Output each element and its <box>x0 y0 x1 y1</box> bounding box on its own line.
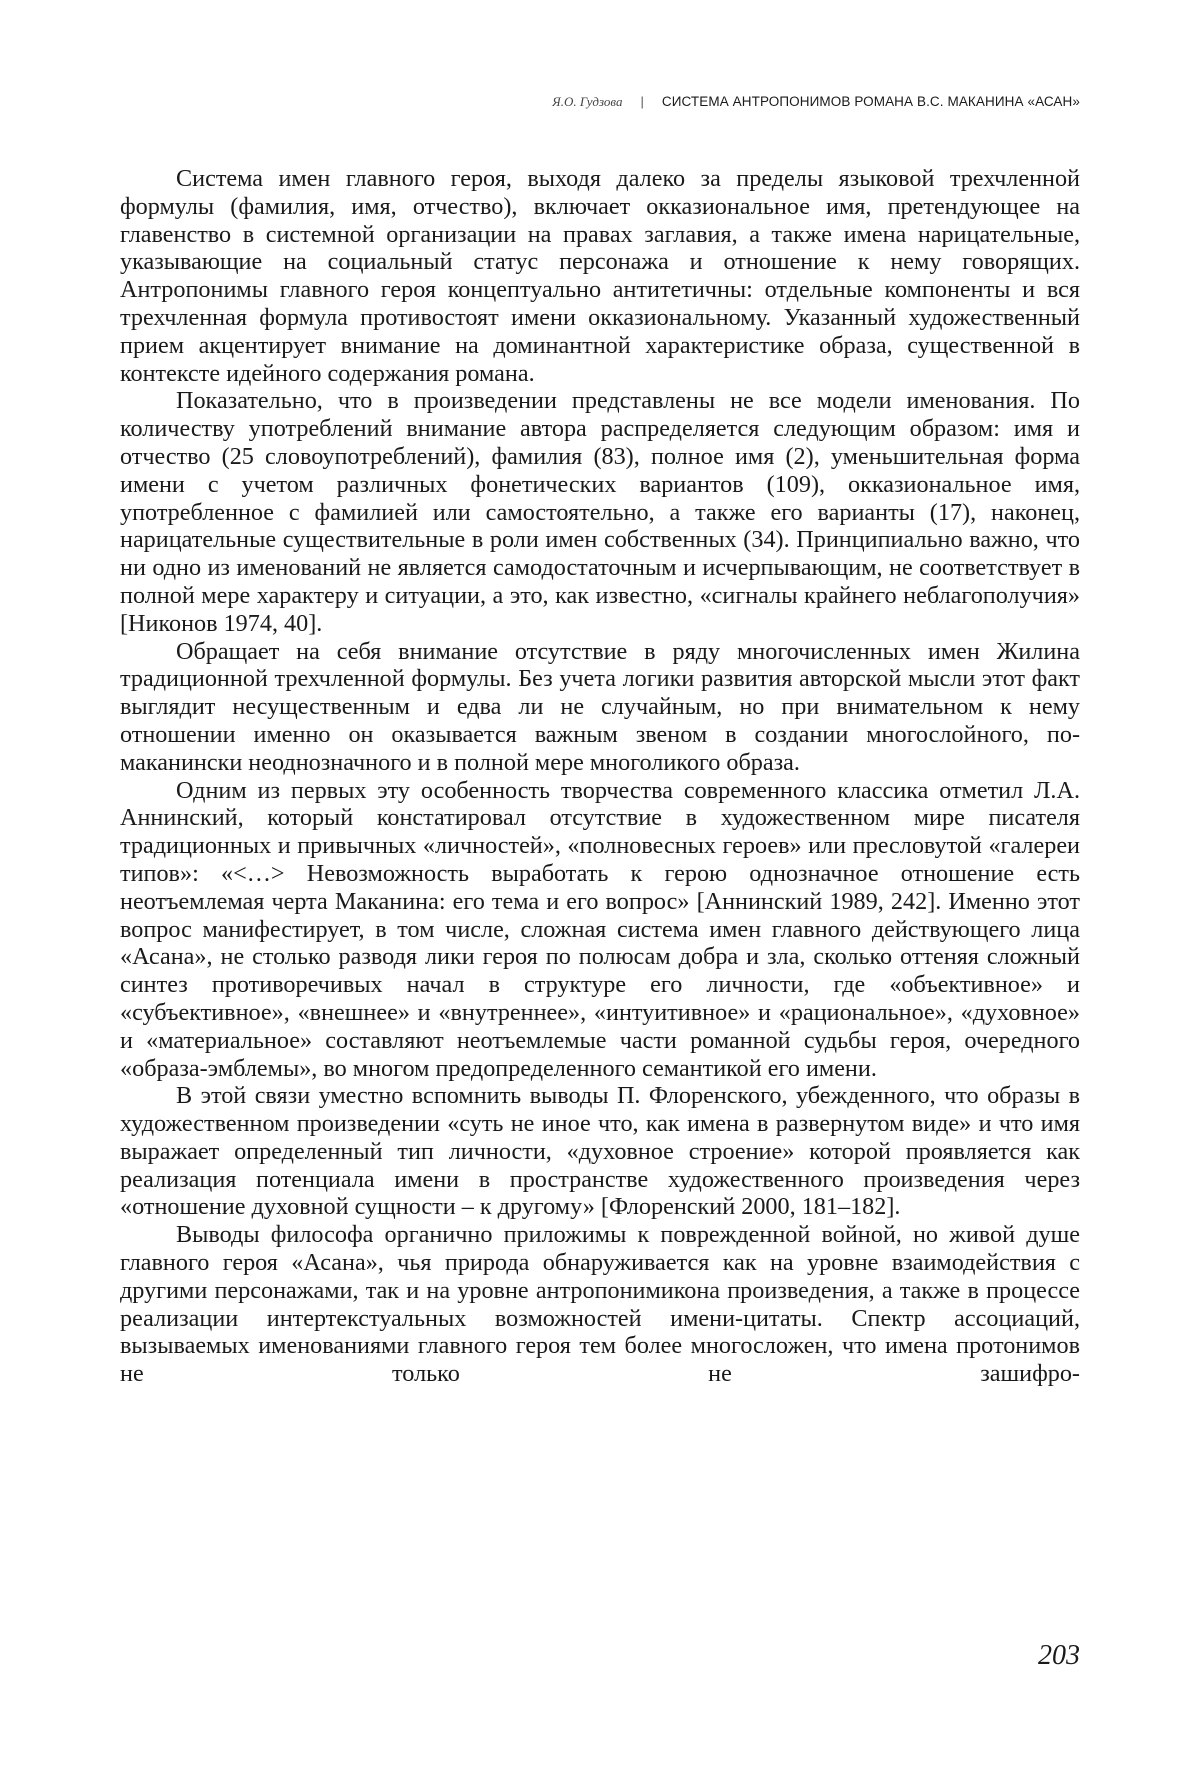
paragraph: Выводы философа органично приложимы к поврежденной войной, но живой душе главного героя «Асана», чья природа обнаруживается как на уровне взаимодействия с другими персонажами, так и на уровне антропонимикона произведения, а также в процессе реализации интертекстуальных возможностей имени-цитаты. Спектр ассоциаций, вызываемых именованиями главного героя тем более многосложен, что имена протонимов не только не зашифро- <box>120 1221 1080 1388</box>
paragraph: В этой связи уместно вспомнить выводы П. Флоренского, убежденного, что образы в художественном произведении «суть не иное что, как имена в развернутом виде» и что имя выражает определенный тип личности, «духовное строение» которой проявляется как реализация потенциала имени в пространстве художественного произведения через «отношение духовной сущности – к другому» [Флоренский 2000, 181–182]. <box>120 1082 1080 1221</box>
running-head <box>552 94 1080 110</box>
running-head-separator: | <box>640 94 643 109</box>
paragraph: Показательно, что в произведении представлены не все модели именования. По количеству употреблений внимание автора распределяется следующим образом: имя и отчество (25 словоупотреблений), фамилия (83), полное имя (2), уменьшительная форма имени с учетом различных фонетических вариантов (109), окказиональное имя, употребленное с фамилией или самостоятельно, а также его варианты (17), наконец, нарицательные существительные в роли имен собственных (34). Принципиально важно, что ни одно из именований не является самодостаточным и исчерпывающим, не соответствует в полной мере характеру и ситуации, а это, как известно, «сигналы крайнего неблагополучия» [Никонов 1974, 40]. <box>120 387 1080 637</box>
paragraph: Система имен главного героя, выходя далеко за пределы языковой трехчленной формулы (фамилия, имя, отчество), включает окказиональное имя, претендующее на главенство в системной организации на правах заглавия, а также имена нарицательные, указывающие на социальный статус персонажа и отношение к нему говорящих. Антропонимы главного героя концептуально антитетичны: отдельные компоненты и вся трехчленная формула противостоят имени окказиональному. Указанный художественный прием акцентирует внимание на доминантной характеристике образа, существенной в контексте идейного содержания романа. <box>120 165 1080 387</box>
page-number: 203 <box>1038 1640 1080 1672</box>
paragraph: Одним из первых эту особенность творчества современного классика отметил Л.А. Аннинский, который констатировал отсутствие в художественном мире писателя традиционных и привычных «личностей», «полновесных героев» или пресловутой «галереи типов»: «<…> Невозможность выработать к герою однозначное отношение есть неотъемлемая черта Маканина: его тема и его вопрос» [Аннинский 1989, 242]. Именно этот вопрос манифестирует, в том числе, сложная система имен главного действующего лица «Асана», не столько разводя лики героя по полюсам добра и зла, сколько оттеняя сложный синтез противоречивых начал в структуре его личности, где «объективное» и «субъективное», «внешнее» и «внутреннее», «интуитивное» и «рациональное», «духовное» и «материальное» составляют неотъемлемые части романной судьбы героя, очередного «образа-эмблемы», во многом предопределенного семантикой его имени. <box>120 777 1080 1083</box>
paragraph: Обращает на себя внимание отсутствие в ряду многочисленных имен Жилина традиционной трехчленной формулы. Без учета логики развития авторской мысли этот факт выглядит несущественным и едва ли не случайным, но при внимательном к нему отношении именно он оказывается важным звеном в создании многослойного, по-маканински неоднозначного и в полной мере многоликого образа. <box>120 638 1080 777</box>
running-head-author: Я.О. Гудзова <box>552 94 622 110</box>
running-head-title: СИСТЕМА АНТРОПОНИМОВ РОМАНА В.С. МАКАНИНА «АСАН» <box>662 94 1080 109</box>
body-text <box>120 165 1080 1388</box>
